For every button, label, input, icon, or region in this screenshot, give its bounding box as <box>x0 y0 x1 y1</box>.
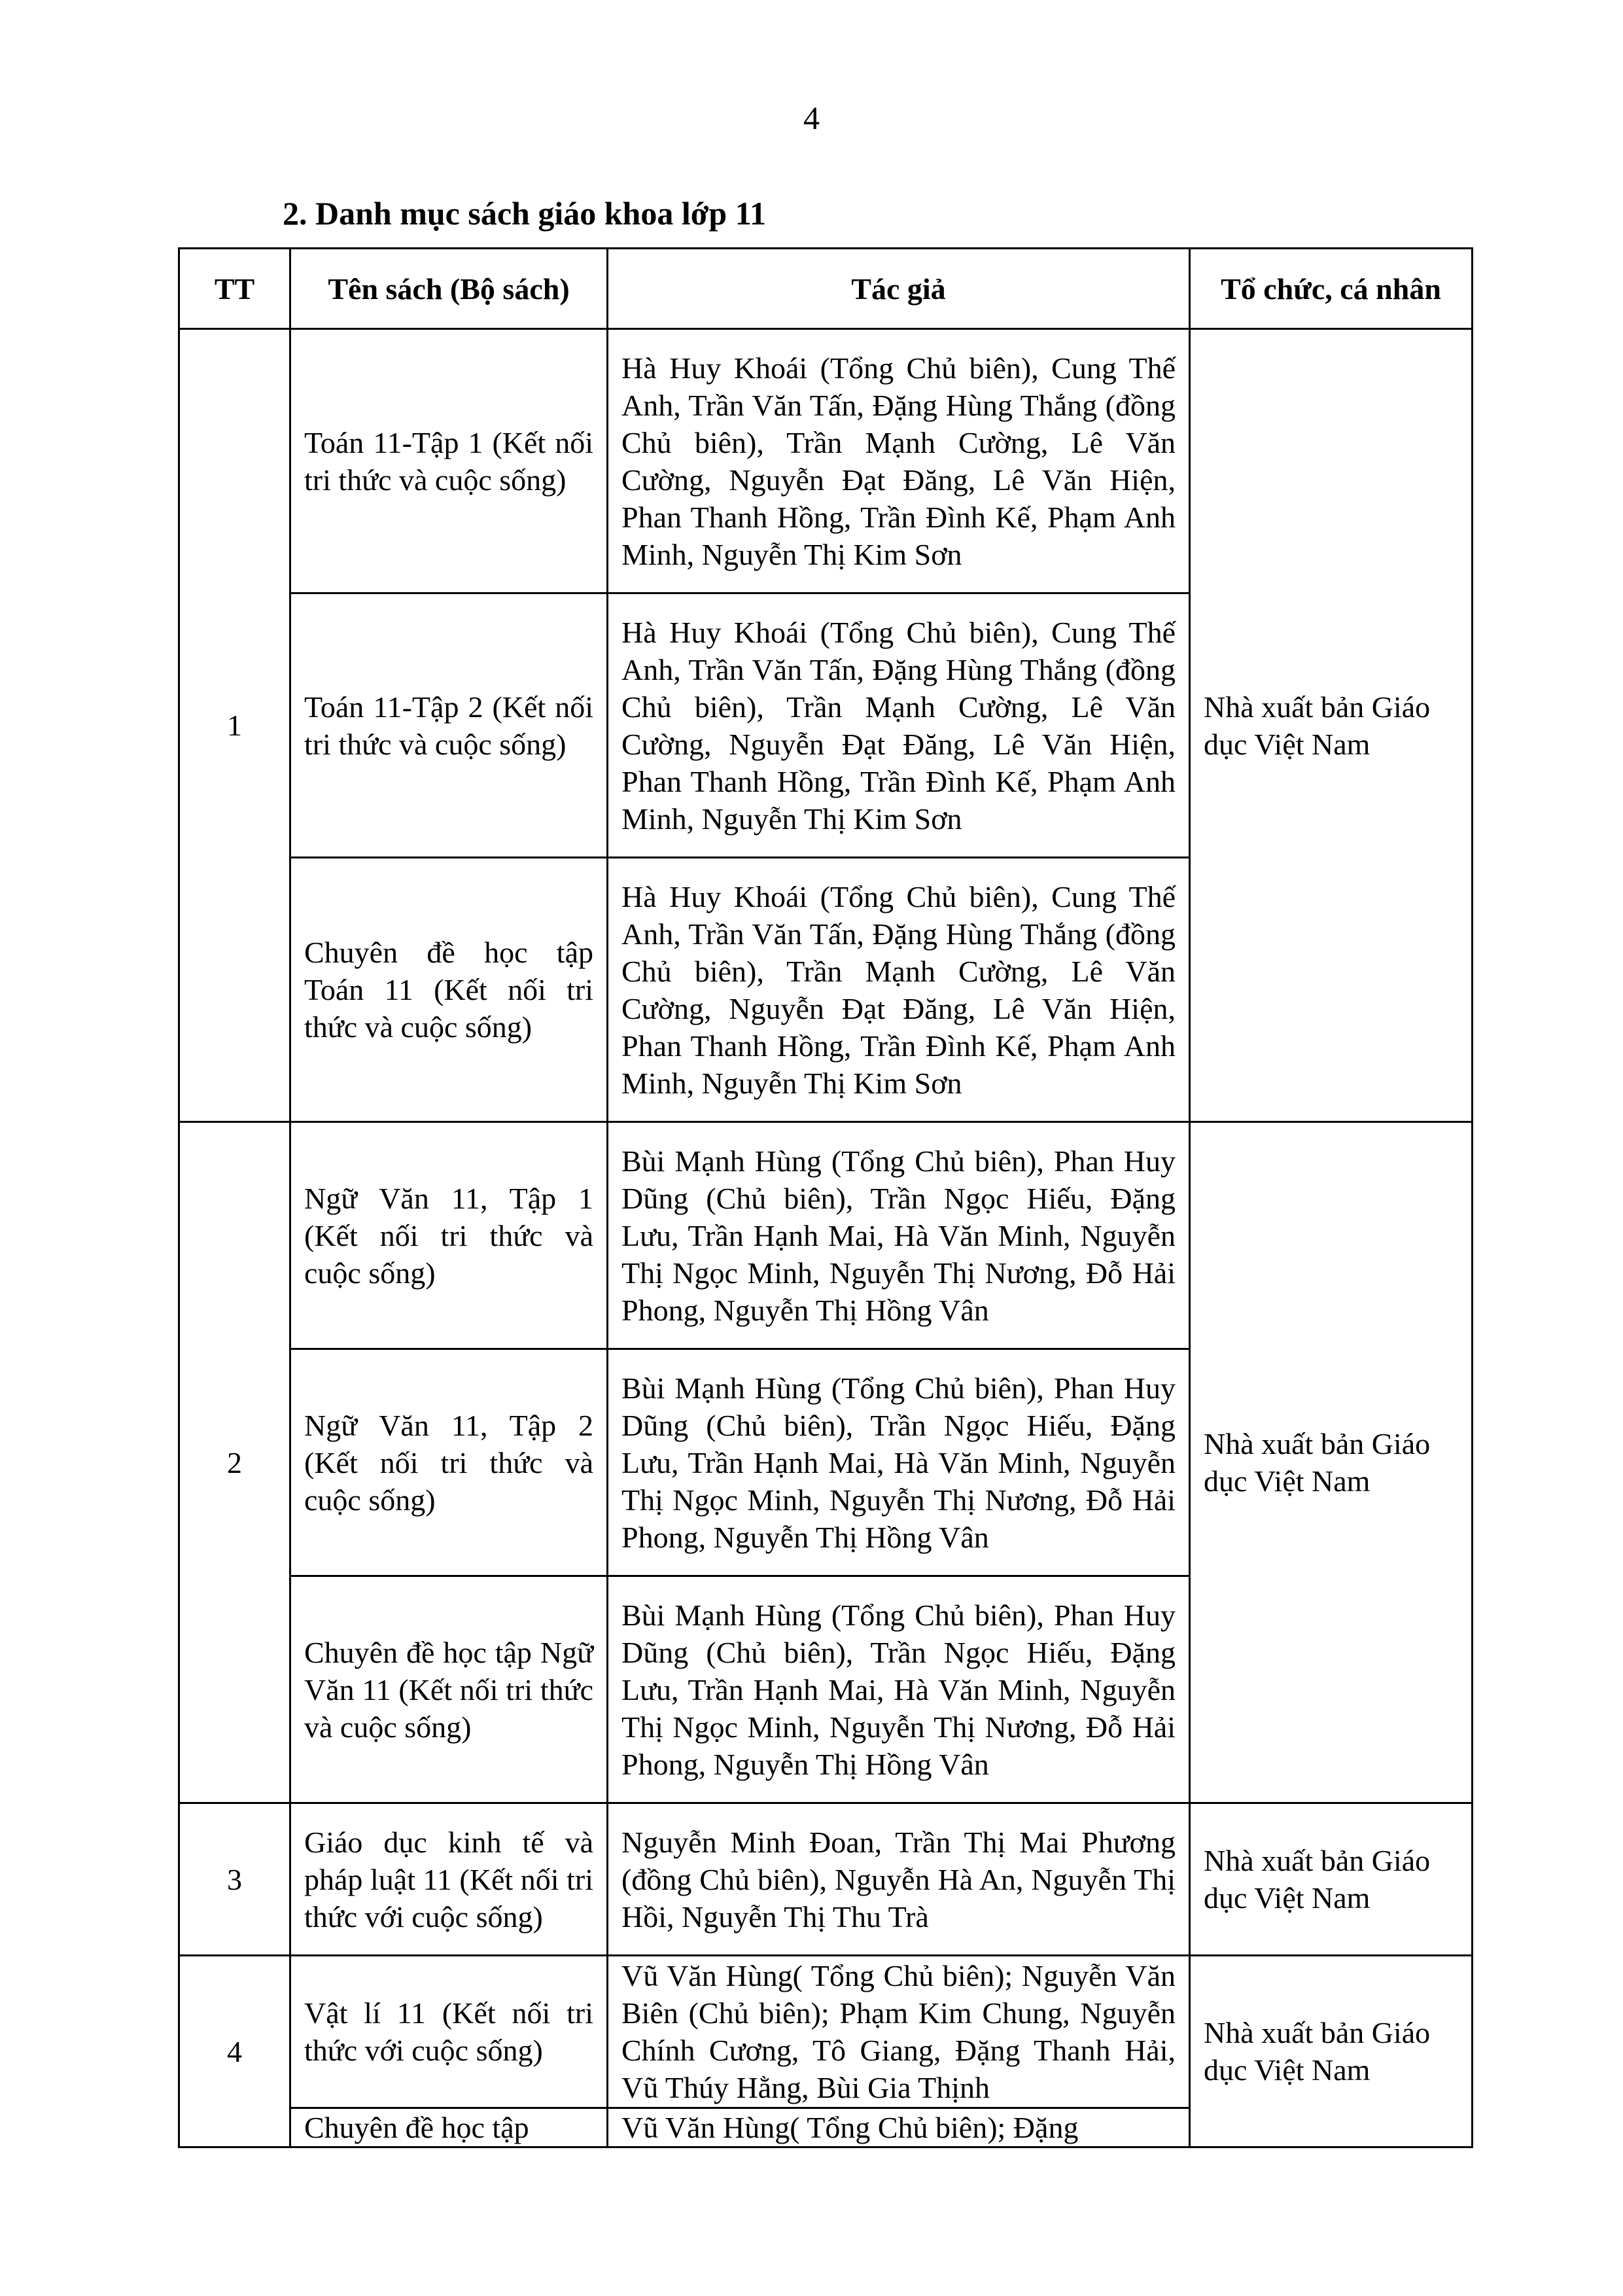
publisher: Nhà xuất bản Giáo dục Việt Nam <box>1190 329 1473 1122</box>
table-row <box>179 329 1473 593</box>
book-authors: Hà Huy Khoái (Tổng Chủ biên), Cung Thế Anh, Trần Văn Tấn, Đặng Hùng Thắng (đồng Chủ biên), Trần Mạnh Cường, Lê Văn Cường, Nguyễn Đạt Đăng, Lê Văn Hiện, Phan Thanh Hồng, Trần Đình Kế, Phạm Anh Minh, Nguyễn Thị Kim Sơn <box>608 329 1190 593</box>
row-number: 3 <box>179 1803 290 1956</box>
book-authors: Vũ Văn Hùng( Tổng Chủ biên); Nguyễn Văn Biên (Chủ biên); Phạm Kim Chung, Nguyễn Chính Cương, Tô Giang, Đặng Thanh Hải, Vũ Thúy Hằng, Bùi Gia Thịnh <box>608 1956 1190 2108</box>
row-number: 2 <box>179 1122 290 1803</box>
publisher: Nhà xuất bản Giáo dục Việt Nam <box>1190 1803 1473 1956</box>
book-authors: Vũ Văn Hùng( Tổng Chủ biên); Đặng <box>608 2108 1190 2147</box>
header-book: Tên sách (Bộ sách) <box>290 249 608 329</box>
book-authors: Nguyễn Minh Đoan, Trần Thị Mai Phương (đồng Chủ biên), Nguyễn Hà An, Nguyễn Thị Hồi, Nguyễn Thị Thu Trà <box>608 1803 1190 1956</box>
page-number: 4 <box>803 99 820 136</box>
table-row <box>179 1956 1473 2108</box>
book-authors: Bùi Mạnh Hùng (Tổng Chủ biên), Phan Huy Dũng (Chủ biên), Trần Ngọc Hiếu, Đặng Lưu, Trần Hạnh Mai, Hà Văn Minh, Nguyễn Thị Ngọc Minh, Nguyễn Thị Nương, Đỗ Hải Phong, Nguyễn Thị Hồng Vân <box>608 1122 1190 1349</box>
book-authors: Bùi Mạnh Hùng (Tổng Chủ biên), Phan Huy Dũng (Chủ biên), Trần Ngọc Hiếu, Đặng Lưu, Trần Hạnh Mai, Hà Văn Minh, Nguyễn Thị Ngọc Minh, Nguyễn Thị Nương, Đỗ Hải Phong, Nguyễn Thị Hồng Vân <box>608 1576 1190 1803</box>
book-authors: Bùi Mạnh Hùng (Tổng Chủ biên), Phan Huy Dũng (Chủ biên), Trần Ngọc Hiếu, Đặng Lưu, Trần Hạnh Mai, Hà Văn Minh, Nguyễn Thị Ngọc Minh, Nguyễn Thị Nương, Đỗ Hải Phong, Nguyễn Thị Hồng Vân <box>608 1349 1190 1576</box>
header-org: Tổ chức, cá nhân <box>1190 249 1473 329</box>
publisher: Nhà xuất bản Giáo dục Việt Nam <box>1190 1122 1473 1803</box>
header-tt: TT <box>179 249 290 329</box>
book-title: Chuyên đề học tập Toán 11 (Kết nối tri thức và cuộc sống) <box>290 858 608 1122</box>
book-title: Giáo dục kinh tế và pháp luật 11 (Kết nối tri thức với cuộc sống) <box>290 1803 608 1956</box>
table-row <box>179 1122 1473 1349</box>
book-title: Ngữ Văn 11, Tập 1 (Kết nối tri thức và cuộc sống) <box>290 1122 608 1349</box>
book-title: Chuyên đề học tập Ngữ Văn 11 (Kết nối tri thức và cuộc sống) <box>290 1576 608 1803</box>
row-number: 1 <box>179 329 290 1122</box>
book-title: Ngữ Văn 11, Tập 2 (Kết nối tri thức và cuộc sống) <box>290 1349 608 1576</box>
book-title: Toán 11-Tập 1 (Kết nối tri thức và cuộc sống) <box>290 329 608 593</box>
book-title: Toán 11-Tập 2 (Kết nối tri thức và cuộc sống) <box>290 593 608 858</box>
book-title: Chuyên đề học tập <box>290 2108 608 2147</box>
book-authors: Hà Huy Khoái (Tổng Chủ biên), Cung Thế Anh, Trần Văn Tấn, Đặng Hùng Thắng (đồng Chủ biên), Trần Mạnh Cường, Lê Văn Cường, Nguyễn Đạt Đăng, Lê Văn Hiện, Phan Thanh Hồng, Trần Đình Kế, Phạm Anh Minh, Nguyễn Thị Kim Sơn <box>608 593 1190 858</box>
publisher: Nhà xuất bản Giáo dục Việt Nam <box>1190 1956 1473 2147</box>
textbook-catalog-table <box>178 247 1473 2148</box>
row-number: 4 <box>179 1956 290 2147</box>
header-authors: Tác giả <box>608 249 1190 329</box>
table-row <box>179 1803 1473 1956</box>
table-header-row <box>179 249 1473 329</box>
book-title: Vật lí 11 (Kết nối tri thức với cuộc sống) <box>290 1956 608 2108</box>
section-title: 2. Danh mục sách giáo khoa lớp 11 <box>283 195 766 232</box>
book-authors: Hà Huy Khoái (Tổng Chủ biên), Cung Thế Anh, Trần Văn Tấn, Đặng Hùng Thắng (đồng Chủ biên), Trần Mạnh Cường, Lê Văn Cường, Nguyễn Đạt Đăng, Lê Văn Hiện, Phan Thanh Hồng, Trần Đình Kế, Phạm Anh Minh, Nguyễn Thị Kim Sơn <box>608 858 1190 1122</box>
